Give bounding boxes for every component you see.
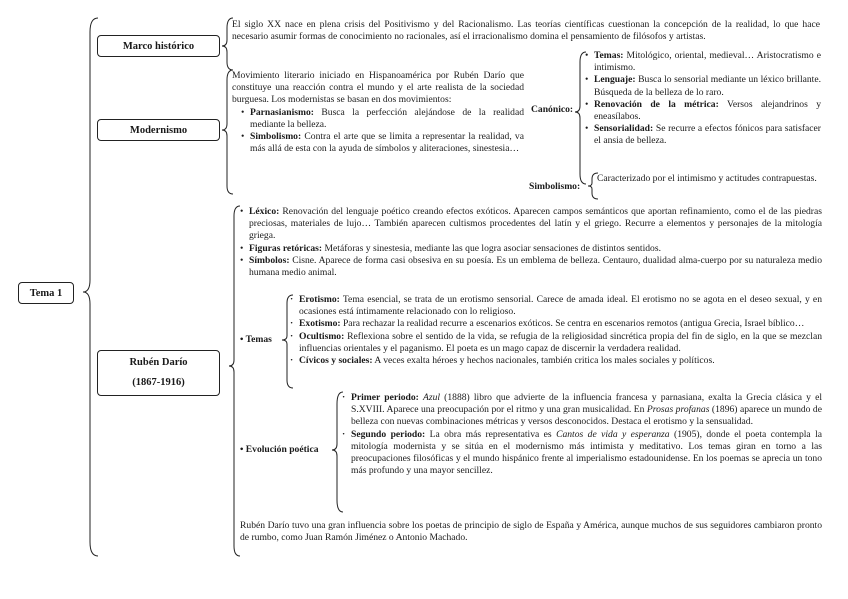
evolucion-periods (342, 392, 822, 477)
feature-item: • Léxico: Renovación del lenguaje poético creando efectos exóticos. Aparecen campos semánticos que aportan refinamiento, como el de las piedras preciosas, materiales de lujo… También aparecen cultismos procedentes del latín y el griego. Recurre a elementos y personajes de la mitología griega. (240, 206, 822, 243)
evolucion-label: • Evolución poética (240, 444, 319, 455)
feature-item: • Figuras retóricas: Metáforas y sinestesia, mediante las que logra asociar sensaciones de distintos sentidos. (240, 243, 822, 255)
feature-item: • Símbolos: Cisne. Aparece de forma casi obsesiva en su poesía. Es un emblema de belleza. Centauro, dualidad alma-cuerpo por su naturaleza medio humana medio animal. (240, 255, 822, 279)
canonico-item: • Lenguaje: Busca lo sensorial mediante un léxico brillante. Búsqueda de la belleza de lo raro. (585, 74, 821, 98)
canonico-label: Canónico: (531, 104, 574, 115)
modernismo-text (232, 70, 524, 155)
modernismo-movements (241, 107, 524, 156)
marco-historico-box (97, 35, 220, 57)
canonico-item: • Sensorialidad: Se recurre a efectos fónicos para satisfacer el ansia de belleza. (585, 123, 821, 147)
modernismo-title: Modernismo (129, 124, 188, 136)
canonico-item: • Temas: Mitológico, oriental, medieval… Aristocratismo e intimismo. (585, 50, 821, 74)
tema-item: · Exotismo: Para rechazar la realidad recurre a escenarios exóticos. Se centra en escenarios remotos (antigua Grecia, Israel bíblico… (290, 318, 822, 330)
period-item: · Segundo periodo: La obra más representativa es Cantos de vida y esperanza (1905), donde el poeta contempla la mitología modernista y se sitúa en el modernismo más intimista y meditativo. Los temas giran en torno a las preocupaciones filosóficas y el mundo hispánico frente al imperialismo estadounidense. En los poemas se aprecia un tono más profundo y una mayor sencillez. (342, 429, 822, 478)
simbolismo-label: Simbolismo: (529, 181, 581, 192)
root-bracket (83, 18, 98, 556)
temas-label: • Temas (240, 334, 272, 345)
tema-item: · Ocultismo: Reflexiona sobre el sentido de la vida, se refugia de la religiosidad sincrética propia del fin de siglo, en la que se mezclan influencias orientales y el paganismo. El poeta es un mago capaz de discernir la verdadera realidad. (290, 331, 822, 355)
modernismo-box (97, 119, 220, 141)
root-title: Tema 1 (29, 287, 63, 299)
dario-influence: Rubén Darío tuvo una gran influencia sobre los poetas de principio de siglo de España y América, aunque muchos de sus seguidores cambiaron pronto de rumbo, como Juan Ramón Jiménez o Antonio Machado. (240, 520, 822, 544)
temas-list (290, 294, 822, 367)
dario-bracket (229, 206, 240, 556)
ruben-dario-box (97, 350, 220, 396)
movement-item: • Simbolismo: Contra el arte que se limita a representar la realidad, va más allá de esta con la ayuda de símbolos y aliteraciones, sinestesia… (241, 131, 524, 155)
dario-title: Rubén Darío (129, 357, 188, 368)
canonico-list (585, 50, 821, 148)
tema-item: · Cívicos y sociales: A veces exalta héroes y hechos nacionales, también critica los males sociales y políticos. (290, 355, 822, 367)
dario-years: (1867-1916) (132, 377, 185, 388)
period-item: · Primer periodo: Azul (1888) libro que advierte de la influencia francesa y parnasiana, exalta la Grecia clásica y el S.XVIII. Aparece una preocupación por el ritmo y una gran musicalidad. En Prosas profanas (1896) aparece un mundo de belleza con nuevas combinaciones métricas y versos desconocidos. Destaca el erotismo y la sensualidad. (342, 392, 822, 429)
marco-title: Marco histórico (122, 40, 195, 52)
modernismo-intro: Movimiento literario iniciado en Hispanoamérica por Rubén Darío que constituye una reacción contra el mundo y el arte realista de la sociedad burguesa. Los modernistas se basan en dos movimientos: (232, 70, 524, 106)
root-topic-box (18, 282, 74, 304)
tema-item: · Erotismo: Tema esencial, se trata de un erotismo sensorial. Carece de amada ideal. El erotismo no se agota en el deseo sexual, y en ocasiones está íntimamente relacionado con lo religioso. (290, 294, 822, 318)
simbolismo-text: Caracterizado por el intimismo y actitudes contrapuestas. (597, 173, 817, 184)
movement-item: • Parnasianismo: Busca la perfección alejándose de la realidad mediante la belleza. (241, 107, 524, 131)
marco-historico-text: El siglo XX nace en plena crisis del Positivismo y del Racionalismo. Las teorías científicas cuestionan la concepción de la realidad, lo que hace necesario asumir formas de conocimiento no racionales, así el irracionalismo domina el pensamiento de filósofos y artistas. (232, 19, 820, 43)
canonico-item: • Renovación de la métrica: Versos alejandrinos y eneasílabos. (585, 99, 821, 123)
dario-features (240, 206, 822, 279)
